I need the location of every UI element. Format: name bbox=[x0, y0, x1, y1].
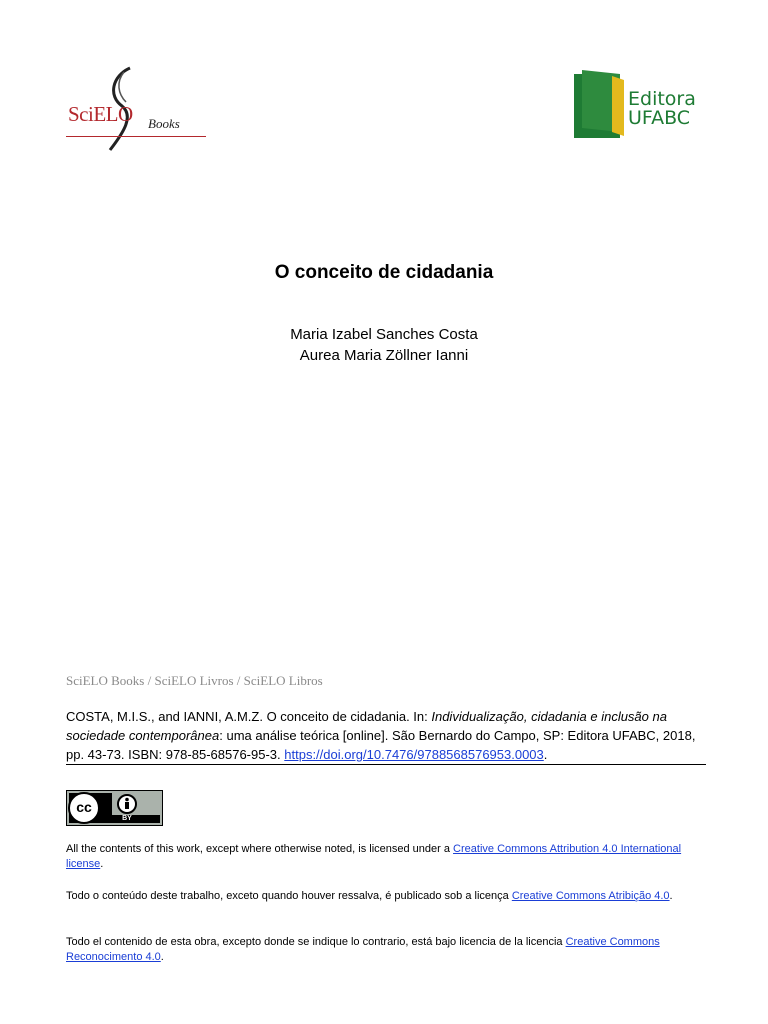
author-list bbox=[0, 324, 768, 366]
cc-icon: cc bbox=[76, 799, 92, 815]
license-english bbox=[66, 842, 706, 872]
license-end: . bbox=[160, 951, 164, 963]
author-name: Aurea Maria Zöllner Ianni bbox=[299, 347, 469, 364]
ufabc-logo-line1: Editora bbox=[628, 88, 696, 110]
scielo-books-logo bbox=[64, 66, 210, 154]
citation-part1: COSTA, M.I.S., and IANNI, A.M.Z. O conceito de cidadania. In: bbox=[66, 709, 432, 724]
license-link[interactable]: Creative Commons Reconocimento 4.0 bbox=[66, 936, 660, 963]
ufabc-logo-line2: UFABC bbox=[628, 107, 691, 129]
series-label: SciELO Books / SciELO Livros / SciELO Libros bbox=[66, 673, 323, 688]
license-link[interactable]: Creative Commons Atribição 4.0 bbox=[511, 890, 670, 902]
by-label: BY bbox=[122, 815, 132, 822]
license-text: All the contents of this work, except where otherwise noted, is licensed under a bbox=[66, 843, 454, 855]
citation-text bbox=[66, 707, 706, 764]
doi-link[interactable]: https://doi.org/10.7476/9788568576953.0003 bbox=[284, 747, 544, 762]
license-end: . bbox=[100, 858, 104, 870]
license-portuguese bbox=[66, 889, 706, 904]
document-title: O conceito de cidadania bbox=[274, 262, 494, 283]
scielo-wordmark: SciELO bbox=[68, 102, 133, 126]
citation-book-title: Individualização, cidadania e inclusão na sociedade contemporânea bbox=[66, 709, 667, 743]
scielo-logo-rule bbox=[66, 136, 206, 137]
citation-end: . bbox=[543, 747, 548, 762]
citation-part2: : uma análise teórica [online]. São Bernardo do Campo, SP: Editora UFABC, 2018, pp. 43-73. ISBN: 978-85-68576-95-3. bbox=[66, 728, 696, 762]
book-icon bbox=[572, 70, 628, 140]
license-text: Todo el contenido de esta obra, excepto donde se indique lo contrario, está bajo licencia de la licencia bbox=[66, 936, 566, 948]
license-text: Todo o conteúdo deste trabalho, exceto quando houver ressalva, é publicado sob a licença bbox=[66, 890, 512, 902]
divider bbox=[66, 764, 706, 765]
license-link[interactable]: Creative Commons Attribution 4.0 International license bbox=[66, 843, 682, 870]
cc-by-license-badge[interactable] bbox=[66, 790, 163, 826]
license-end: . bbox=[669, 890, 673, 902]
author-name: Maria Izabel Sanches Costa bbox=[290, 326, 478, 343]
scielo-books-label: Books bbox=[148, 116, 180, 131]
editora-ufabc-logo bbox=[572, 70, 706, 140]
license-spanish bbox=[66, 935, 706, 965]
